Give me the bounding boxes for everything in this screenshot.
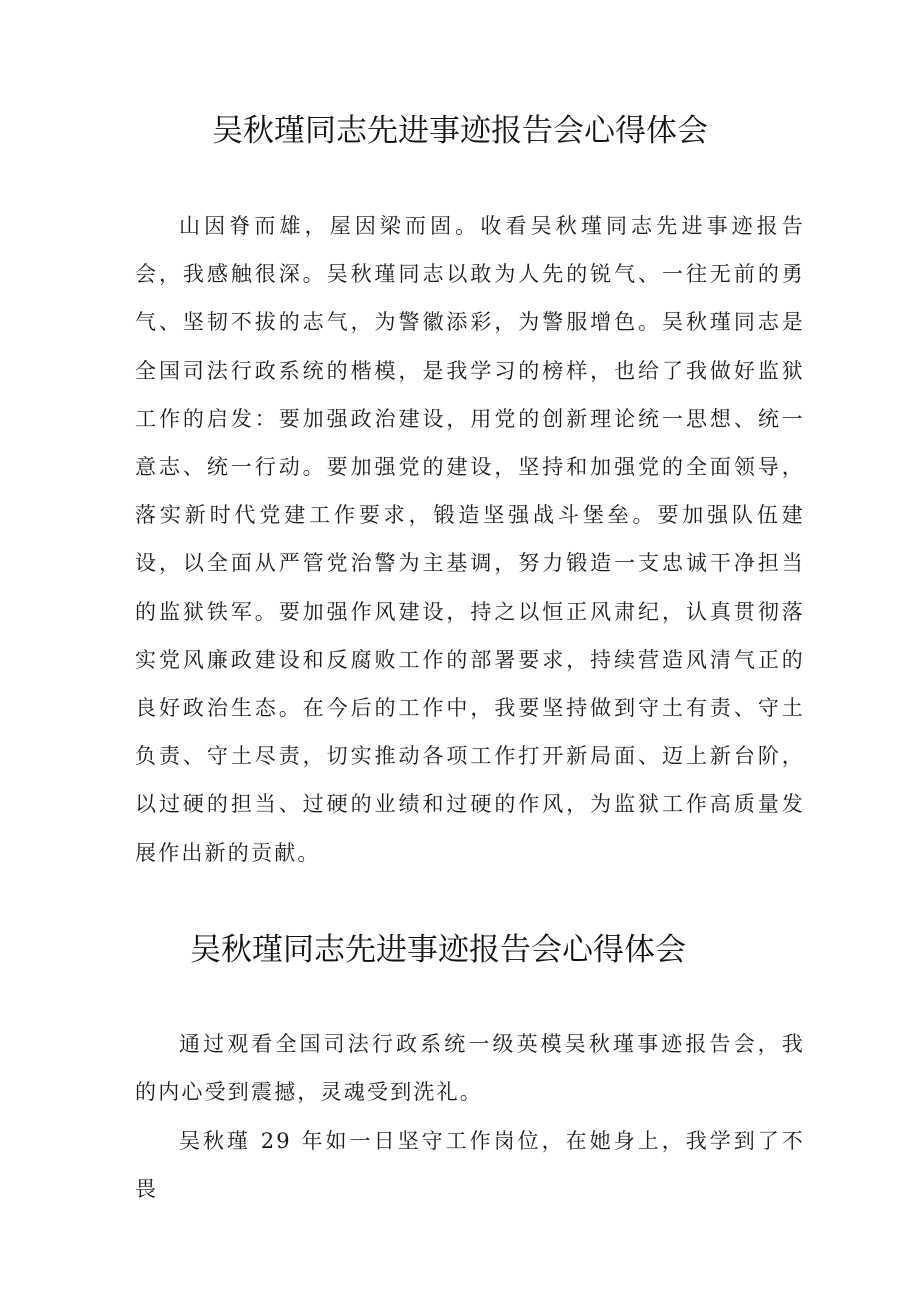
section-2-paragraph-2: 吴秋瑾 29 年如一日坚守工作岗位，在她身上，我学到了不畏 — [135, 1129, 805, 1202]
section-2-title: 吴秋瑾同志先进事迹报告会心得体会 — [190, 932, 686, 968]
section-1-title: 吴秋瑾同志先进事迹报告会心得体会 — [212, 113, 708, 149]
section-2-paragraph-1: 通过观看全国司法行政系统一级英模吴秋瑾事迹报告会，我的内心受到震撼，灵魂受到洗礼。 — [135, 1032, 805, 1105]
section-1-paragraph: 山因脊而雄，屋因梁而固。收看吴秋瑾同志先进事迹报告会，我感触很深。吴秋瑾同志以敢为人先的锐气、一往无前的勇气、坚韧不拔的志气，为警徽添彩，为警服增色。吴秋瑾同志是全国司法行政系统的楷模，是我学习的榜样，也给了我做好监狱工作的启发：要加强政治建设，用党的创新理论统一思想、统一意志、统一行动。要加强党的建设，坚持和加强党的全面领导，落实新时代党建工作要求，锻造坚强战斗堡垒。要加强队伍建设，以全面从严管党治警为主基调，努力锻造一支忠诚干净担当的监狱铁军。要加强作风建设，持之以恒正风肃纪，认真贯彻落实党风廉政建设和反腐败工作的部署要求，持续营造风清气正的良好政治生态。在今后的工作中，我要坚持做到守土有责、守土负责、守土尽责，切实推动各项工作打开新局面、迈上新台阶，以过硬的担当、过硬的业绩和过硬的作风，为监狱工作高质量发展作出新的贡献。 — [135, 214, 805, 865]
